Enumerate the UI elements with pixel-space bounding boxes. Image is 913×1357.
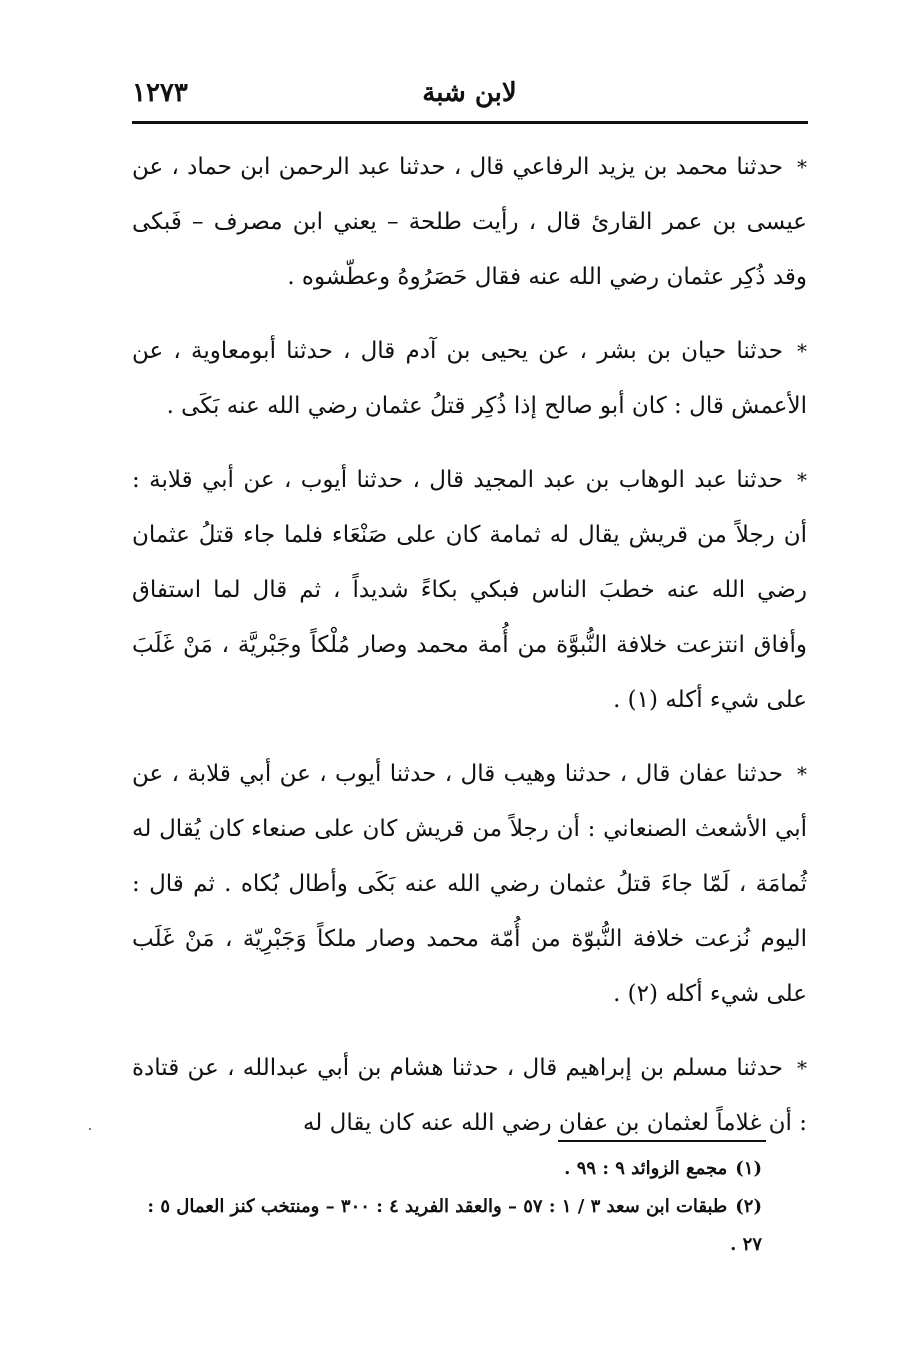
bullet-mark: * bbox=[797, 155, 807, 179]
stray-dot bbox=[89, 1128, 91, 1130]
footnote-mark: (٢) bbox=[735, 1196, 762, 1217]
running-header bbox=[132, 78, 807, 118]
footnote-mark: (١) bbox=[735, 1158, 762, 1179]
paragraph bbox=[132, 140, 807, 305]
footnote-text: مجمع الزوائد ٩ : ٩٩ . bbox=[564, 1158, 728, 1179]
footnote-rule bbox=[558, 1140, 766, 1142]
bullet-mark: * bbox=[797, 468, 807, 492]
footnote-text: طبقات ابن سعد ٣ / ١ : ٥٧ – والعقد الفريد ٤ : ٣٠٠ – ومنتخب كنز العمال ٥ : ٢٧ . bbox=[147, 1196, 762, 1255]
paragraph-text: حدثنا مسلم بن إبراهيم قال ، حدثنا هشام بن أبي عبدالله ، عن قتادة : أن غلاماً لعثمان بن عفان رضي الله عنه كان يقال له bbox=[132, 1055, 807, 1136]
footnotes bbox=[132, 1150, 762, 1264]
paragraph bbox=[132, 747, 807, 1022]
paragraph-text: حدثنا محمد بن يزيد الرفاعي قال ، حدثنا عبد الرحمن ابن حماد ، عن عيسى بن عمر القارئ قال ، رأيت طلحة – يعني ابن مصرف – فَبكى وقد ذُكِر عثمان رضي الله عنه فقال حَصَرُوهُ وعطّشوه . bbox=[132, 154, 807, 290]
bullet-mark: * bbox=[797, 1056, 807, 1080]
footnote bbox=[132, 1188, 762, 1264]
bullet-mark: * bbox=[797, 762, 807, 786]
running-title: لابن شبة bbox=[422, 78, 517, 108]
header-rule bbox=[132, 121, 808, 124]
footnote bbox=[132, 1150, 762, 1188]
paragraph-text: حدثنا حيان بن بشر ، عن يحيى بن آدم قال ، حدثنا أبومعاوية ، عن الأعمش قال : كان أبو صالح إذا ذُكِر قتلُ عثمان رضي الله عنه بَكَى . bbox=[132, 338, 807, 419]
bullet-mark: * bbox=[797, 339, 807, 363]
paragraph-text: حدثنا عفان قال ، حدثنا وهيب قال ، حدثنا أيوب ، عن أبي قلابة ، عن أبي الأشعث الصنعاني : أن رجلاً من قريش كان على صنعاء كان يُقال له ثُمامَة ، لَمّا جاءَ قتلُ عثمان رضي الله عنه بَكَى وأطال بُكاه . ثم قال : اليوم نُزعت خلافة النُّبوّة من أُمّة محمد وصار ملكاً وَجَبْرِيّة ، مَنْ غَلَب على شيء أكله (٢) . bbox=[132, 761, 807, 1007]
page-number: ١٢٧٣ bbox=[132, 78, 188, 108]
paragraph-text: حدثنا عبد الوهاب بن عبد المجيد قال ، حدثنا أيوب ، عن أبي قلابة : أن رجلاً من قريش يقال له ثمامة كان على صَنْعَاء فلما جاء قتلُ عثمان رضي الله عنه خطبَ الناس فبكي بكاءً شديداً ، ثم قال لما استفاق وأفاق انتزعت خلافة النُّبوَّة من أُمة محمد وصار مُلْكاً وجَبْريَّة ، مَنْ غَلَبَ على شيء أكله (١) . bbox=[132, 467, 807, 713]
paragraph bbox=[132, 1041, 807, 1151]
main-text bbox=[132, 140, 807, 1170]
paragraph bbox=[132, 453, 807, 728]
paragraph bbox=[132, 324, 807, 434]
